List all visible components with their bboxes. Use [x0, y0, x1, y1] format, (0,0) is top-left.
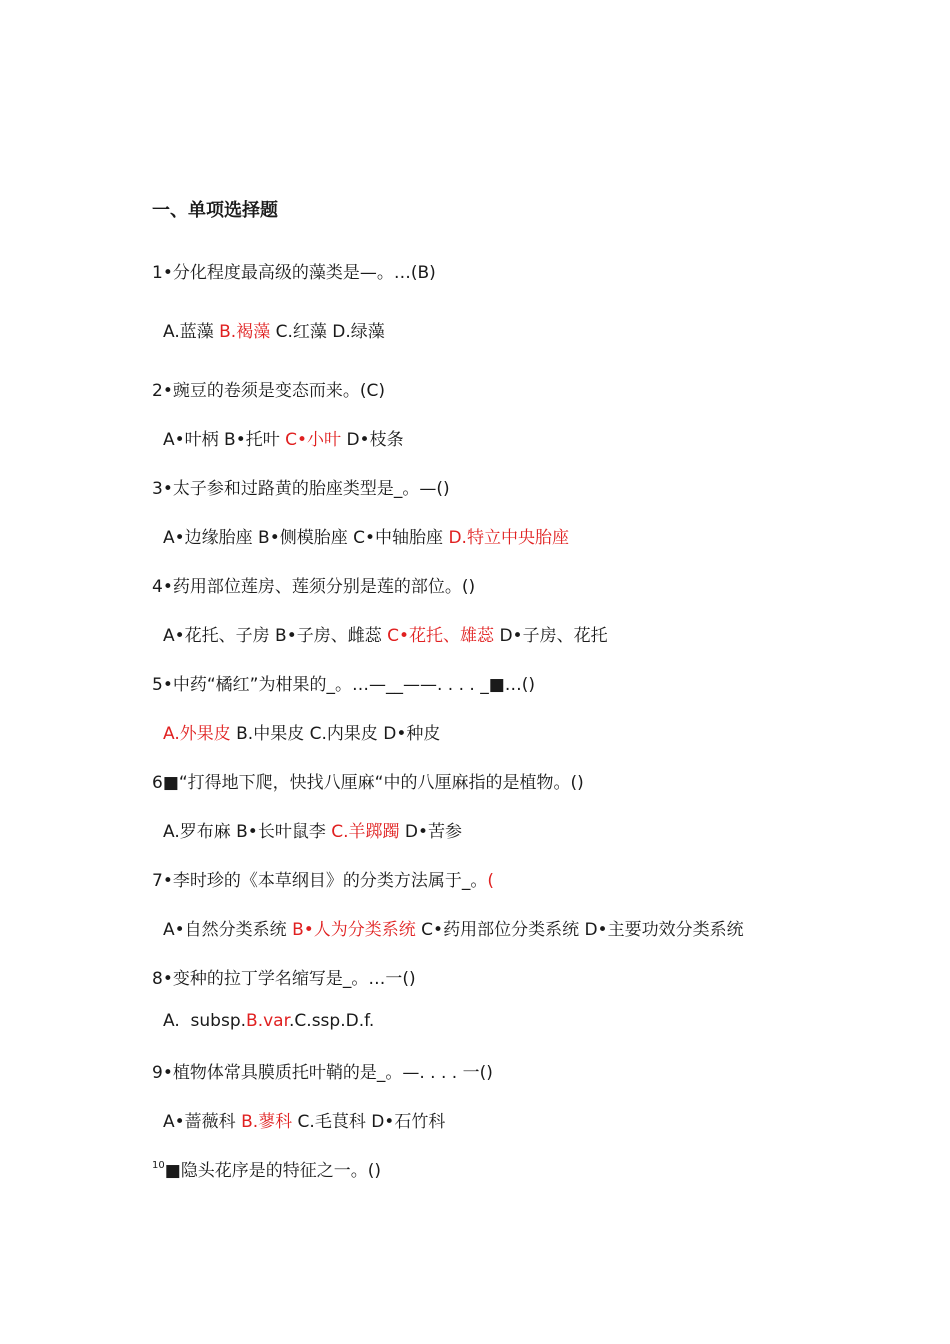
question-1-options: A.蓝藻 B.褐藻 C.红藻 D.绿藻	[163, 322, 385, 342]
question-2-options: A•叶柄 B•托叶 C•小叶 D•枝条	[163, 430, 404, 450]
question-9-options: A•蔷薇科 B.蓼科 C.毛茛科 D•石竹科	[163, 1112, 446, 1132]
question-6-stem: 6■“打得地下爬，快找八厘麻“中的八厘麻指的是植物。()	[152, 773, 584, 793]
question-3-options: A•边缘胎座 B•侧模胎座 C•中轴胎座 D.特立中央胎座	[163, 528, 569, 548]
question-8-options: A. subsp.B.var.C.ssp.D.f.	[163, 1011, 375, 1031]
question-6-options: A.罗布麻 B•长叶鼠李 C.羊踯躅 D•苦参	[163, 822, 463, 842]
question-7-stem: 7•李时珍的《本草纲目》的分类方法属于_。(	[152, 871, 494, 891]
question-3-stem: 3•太子参和过路黄的胎座类型是_。—()	[152, 479, 450, 499]
question-4-options: A•花托、子房 B•子房、雌蕊 C•花托、雄蕊 D•子房、花托	[163, 626, 608, 646]
question-7-options: A•自然分类系统 B•人为分类系统 C•药用部位分类系统 D•主要功效分类系统	[163, 920, 744, 940]
question-1-stem: 1•分化程度最高级的藻类是—。…(B)	[152, 263, 436, 283]
question-5-stem: 5•中药“橘红”为柑果的_。…—__——. . . . _■…()	[152, 675, 536, 695]
question-9-stem: 9•植物体常具膜质托叶鞘的是_。—. . . . 一()	[152, 1063, 493, 1083]
section-title: 一、单项选择题	[152, 200, 278, 221]
question-8-stem: 8•变种的拉丁学名缩写是_。…一()	[152, 969, 416, 989]
question-4-stem: 4•药用部位莲房、莲须分别是莲的部位。()	[152, 577, 476, 597]
question-10-stem: $^{10}$■隐头花序是的特征之一。()	[152, 1160, 382, 1181]
question-2-stem: 2•豌豆的卷须是变态而来。(C)	[152, 381, 385, 401]
question-5-options: A.外果皮 B.中果皮 C.内果皮 D•种皮	[163, 724, 441, 744]
